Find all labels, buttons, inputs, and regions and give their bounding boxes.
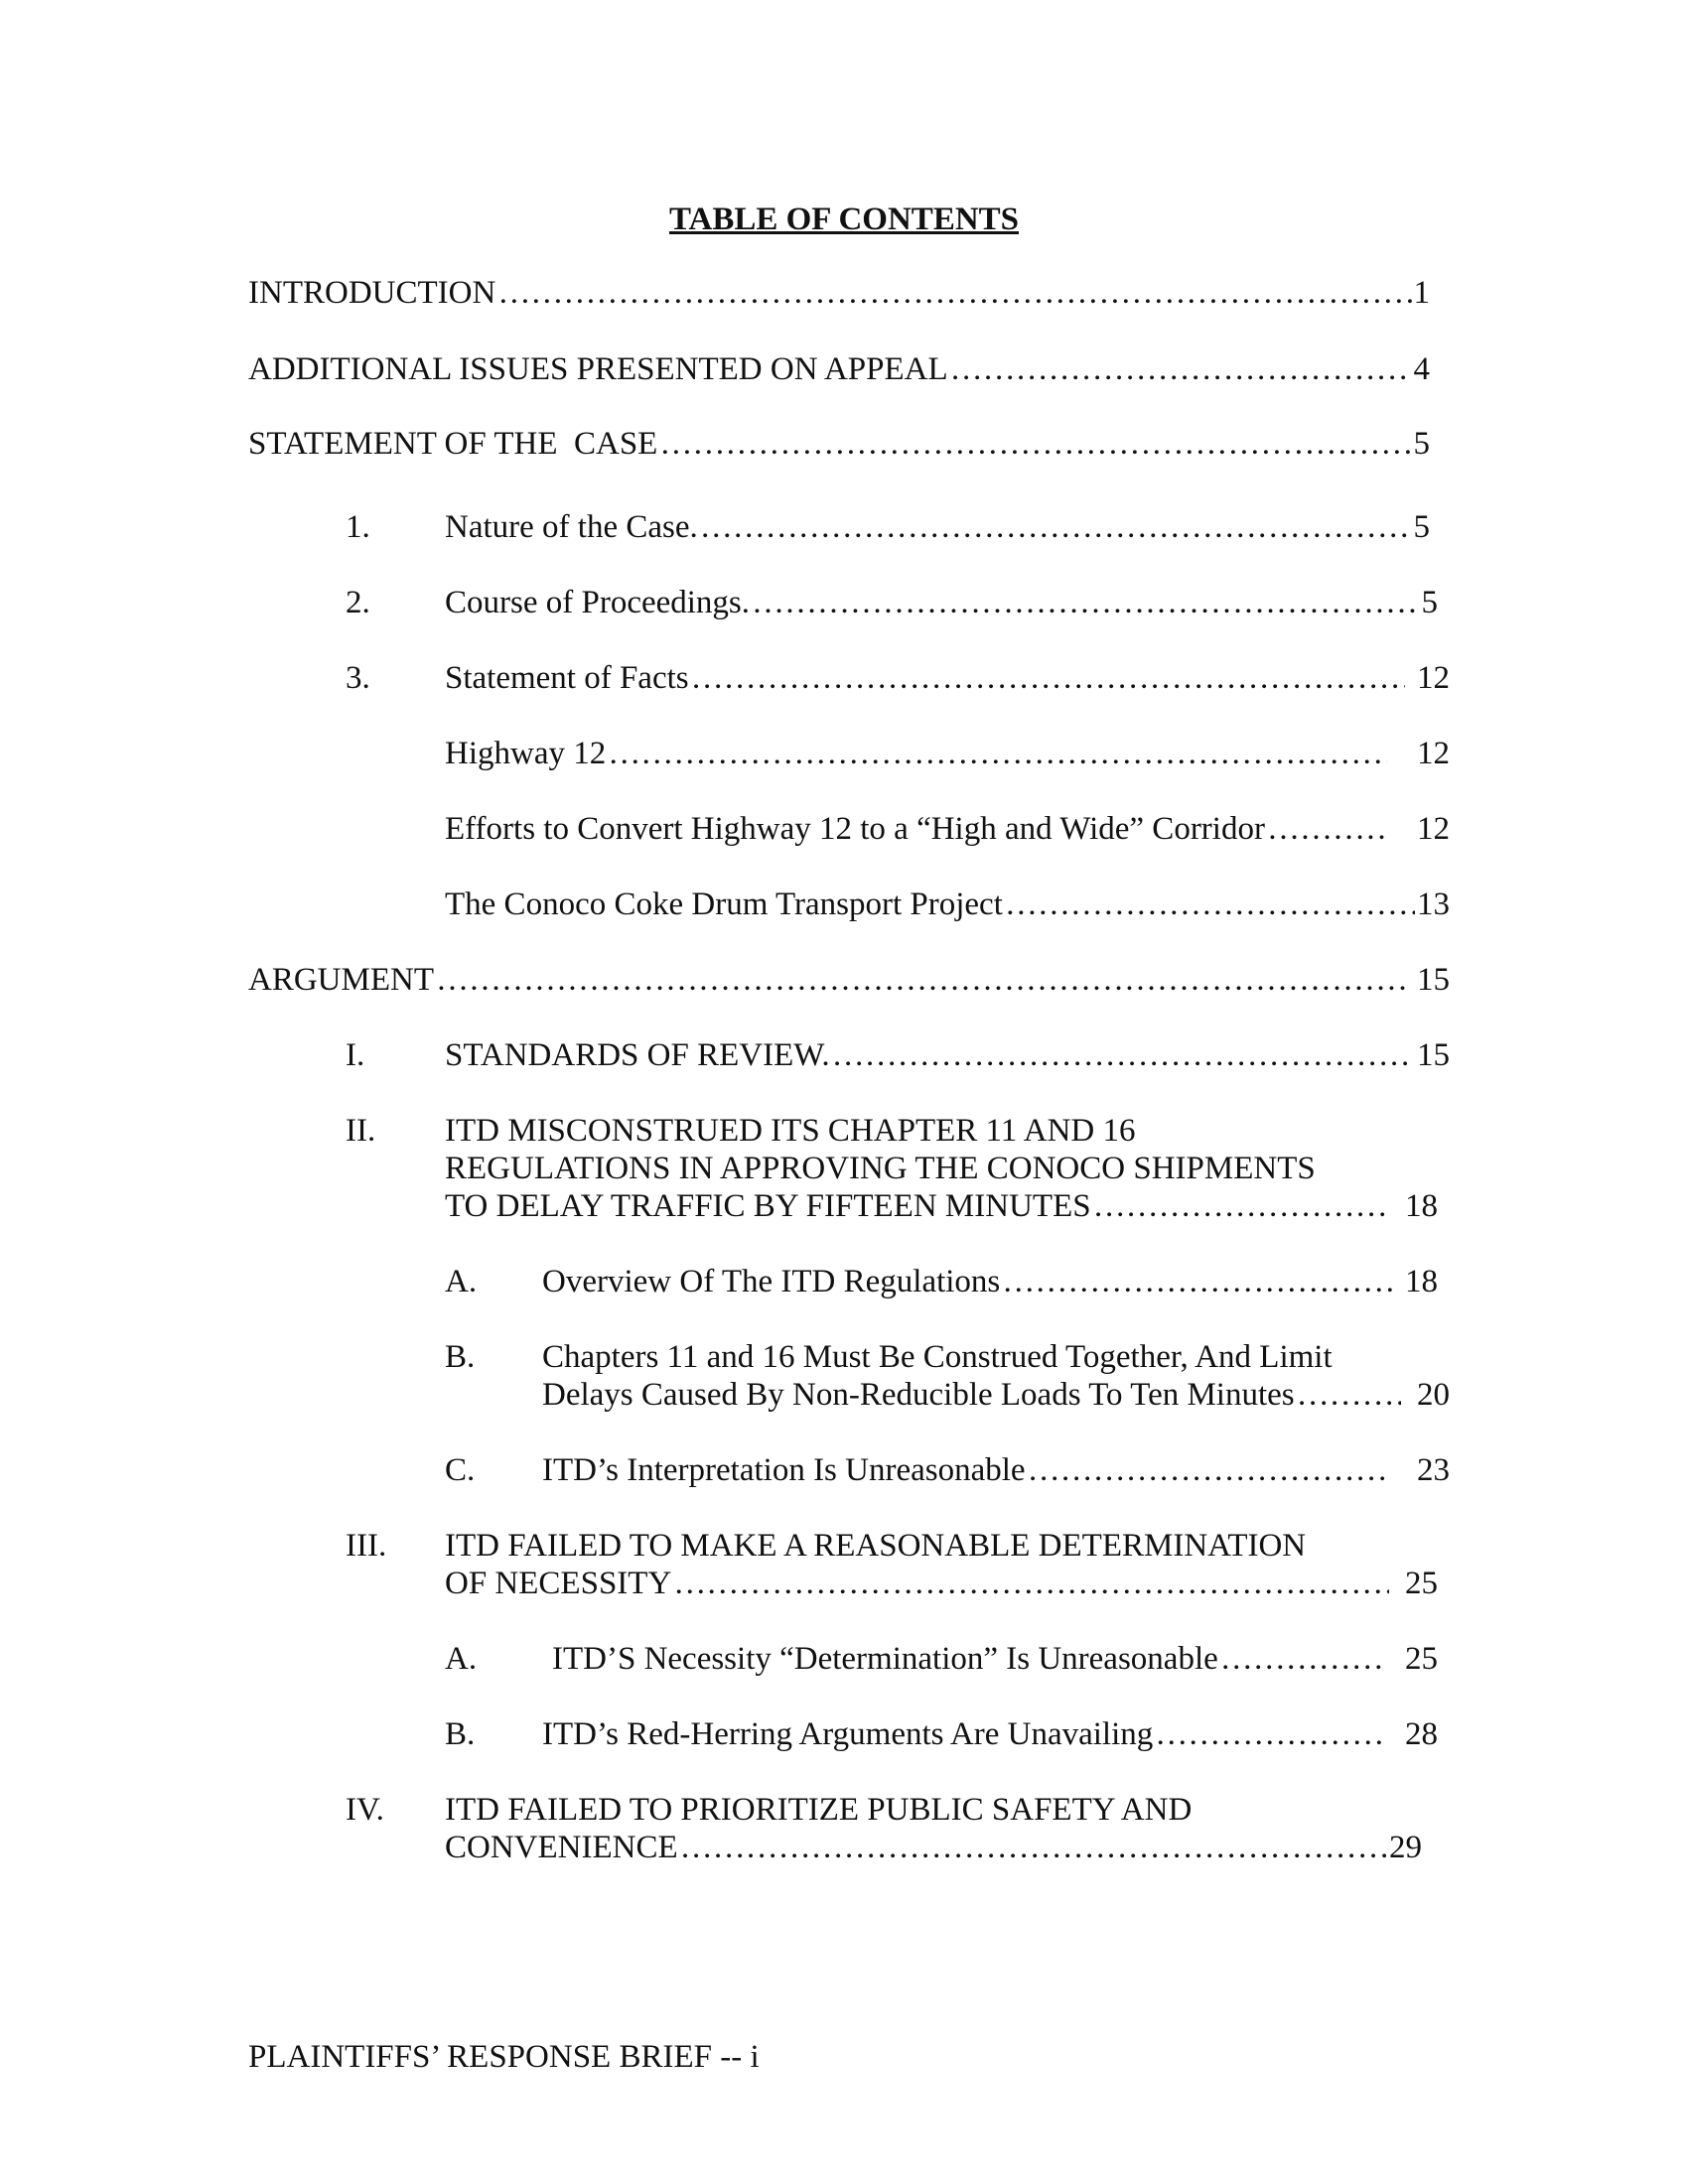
toc-page-number: 23	[1417, 1452, 1450, 1488]
leader-dots	[832, 1036, 1407, 1074]
leader-dots	[1220, 1640, 1383, 1678]
page-footer: PLAINTIFFS’ RESPONSE BRIEF -- i	[248, 2039, 760, 2075]
toc-entry-number: 1.	[346, 509, 370, 545]
leader-dots	[1297, 1376, 1401, 1414]
toc-entry-number: I.	[346, 1037, 365, 1073]
toc-entry-text: Course of Proceedings.	[445, 585, 751, 620]
toc-entry-line: REGULATIONS IN APPROVING THE CONOCO SHIPMENTS	[445, 1151, 1316, 1186]
toc-entry-number: C.	[445, 1452, 476, 1488]
toc-entry-text: Highway 12	[445, 736, 607, 771]
toc-page-number: 4	[1413, 351, 1430, 387]
toc-entry-introduction	[248, 274, 1430, 312]
leader-dots	[608, 735, 1387, 772]
toc-page-number: 29	[1389, 1830, 1422, 1865]
toc-entry-number: A.	[445, 1641, 478, 1677]
toc-entry-number: II.	[346, 1113, 376, 1149]
toc-page-number: 5	[1413, 426, 1430, 462]
toc-page-number: 18	[1405, 1264, 1438, 1299]
toc-entry-necessity	[445, 1565, 1438, 1602]
leader-dots	[1028, 1451, 1387, 1489]
toc-entry-text: OF NECESSITY	[445, 1566, 672, 1601]
leader-dots	[1155, 1715, 1383, 1753]
toc-title: TABLE OF CONTENTS	[668, 202, 1020, 237]
leader-dots	[700, 508, 1412, 546]
toc-page-number: 12	[1417, 736, 1450, 771]
toc-entry-argument	[248, 961, 1450, 999]
toc-page-number: 15	[1417, 962, 1450, 998]
toc-entry-conoco-project	[445, 886, 1450, 923]
toc-page-number: 25	[1405, 1566, 1438, 1601]
toc-page-number: 5	[1421, 585, 1438, 620]
leader-dots	[659, 425, 1411, 463]
toc-entry-text: STATEMENT OF THE CASE	[248, 426, 658, 462]
toc-entry-standards-of-review	[445, 1036, 1450, 1074]
toc-entry-additional-issues	[248, 350, 1430, 388]
toc-entry-text: ARGUMENT	[248, 962, 434, 998]
toc-page-number: 12	[1417, 660, 1450, 696]
toc-entry-line: Chapters 11 and 16 Must Be Construed Together, And Limit	[542, 1339, 1333, 1375]
toc-page-number: 18	[1405, 1188, 1438, 1224]
leader-dots	[436, 961, 1407, 999]
toc-page-number: 5	[1413, 509, 1430, 545]
leader-dots	[752, 584, 1419, 621]
toc-entry-number: 3.	[346, 660, 370, 696]
toc-page-number: 12	[1417, 811, 1450, 847]
toc-entry-number: B.	[445, 1339, 476, 1375]
leader-dots	[1267, 810, 1387, 848]
leader-dots	[1002, 1263, 1397, 1300]
toc-entry-number: 2.	[346, 585, 370, 620]
toc-entry-line: ITD MISCONSTRUED ITS CHAPTER 11 AND 16	[445, 1113, 1136, 1149]
toc-entry-text: STANDARDS OF REVIEW.	[445, 1037, 830, 1073]
toc-entry-statement-of-facts	[445, 659, 1450, 697]
leader-dots	[680, 1829, 1389, 1866]
toc-entry-number: IV.	[346, 1792, 384, 1828]
toc-entry-text: ITD’s Red-Herring Arguments Are Unavailing	[542, 1716, 1154, 1752]
toc-entry-text: ITD’s Interpretation Is Unreasonable	[542, 1452, 1026, 1488]
toc-entry-text: INTRODUCTION	[248, 275, 496, 311]
toc-entry-necessity-determination	[552, 1640, 1438, 1678]
toc-entry-itd-misconstrued	[445, 1187, 1438, 1225]
toc-entry-text: Efforts to Convert Highway 12 to a “High and Wide” Corridor	[445, 811, 1265, 847]
toc-entry-text: Statement of Facts	[445, 660, 689, 696]
toc-entry-red-herring	[542, 1715, 1438, 1753]
toc-entry-highway-12	[445, 735, 1450, 772]
leader-dots	[950, 350, 1412, 388]
toc-entry-text: ITD’S Necessity “Determination” Is Unreasonable	[552, 1641, 1218, 1677]
toc-page-number: 13	[1417, 887, 1450, 922]
toc-entry-statement-of-case	[248, 425, 1430, 463]
toc-entry-text: ADDITIONAL ISSUES PRESENTED ON APPEAL	[248, 351, 948, 387]
toc-entry-text: Delays Caused By Non-Reducible Loads To Ten Minutes	[542, 1377, 1295, 1413]
toc-entry-chapters-construed	[542, 1376, 1450, 1414]
toc-entry-text: Overview Of The ITD Regulations	[542, 1264, 1001, 1299]
toc-page-number: 20	[1417, 1377, 1450, 1413]
leader-dots	[1005, 886, 1415, 923]
toc-entry-text: The Conoco Coke Drum Transport Project	[445, 887, 1003, 922]
toc-page-number: 25	[1405, 1641, 1438, 1677]
toc-page-number: 28	[1405, 1716, 1438, 1752]
leader-dots	[1093, 1187, 1385, 1225]
toc-entry-course-of-proceedings	[445, 584, 1438, 621]
toc-entry-line: ITD FAILED TO MAKE A REASONABLE DETERMINATION	[445, 1528, 1307, 1564]
toc-entry-itd-interpretation	[542, 1451, 1450, 1489]
toc-entry-text: CONVENIENCE	[445, 1830, 678, 1865]
leader-dots	[691, 659, 1405, 697]
toc-entry-overview-itd-regs	[542, 1263, 1438, 1300]
leader-dots	[497, 274, 1411, 312]
toc-entry-number: B.	[445, 1716, 476, 1752]
toc-entry-efforts-to-convert	[445, 810, 1450, 848]
toc-entry-nature-of-case	[445, 508, 1430, 546]
toc-page-number: 1	[1413, 275, 1430, 311]
toc-entry-public-safety	[445, 1829, 1422, 1866]
toc-entry-number: A.	[445, 1264, 478, 1299]
toc-entry-line: ITD FAILED TO PRIORITIZE PUBLIC SAFETY AND	[445, 1792, 1193, 1828]
toc-page-number: 15	[1417, 1037, 1450, 1073]
toc-entry-text: Nature of the Case.	[445, 509, 698, 545]
toc-entry-text: TO DELAY TRAFFIC BY FIFTEEN MINUTES	[445, 1188, 1091, 1224]
leader-dots	[673, 1565, 1389, 1602]
toc-entry-number: III.	[346, 1528, 387, 1564]
